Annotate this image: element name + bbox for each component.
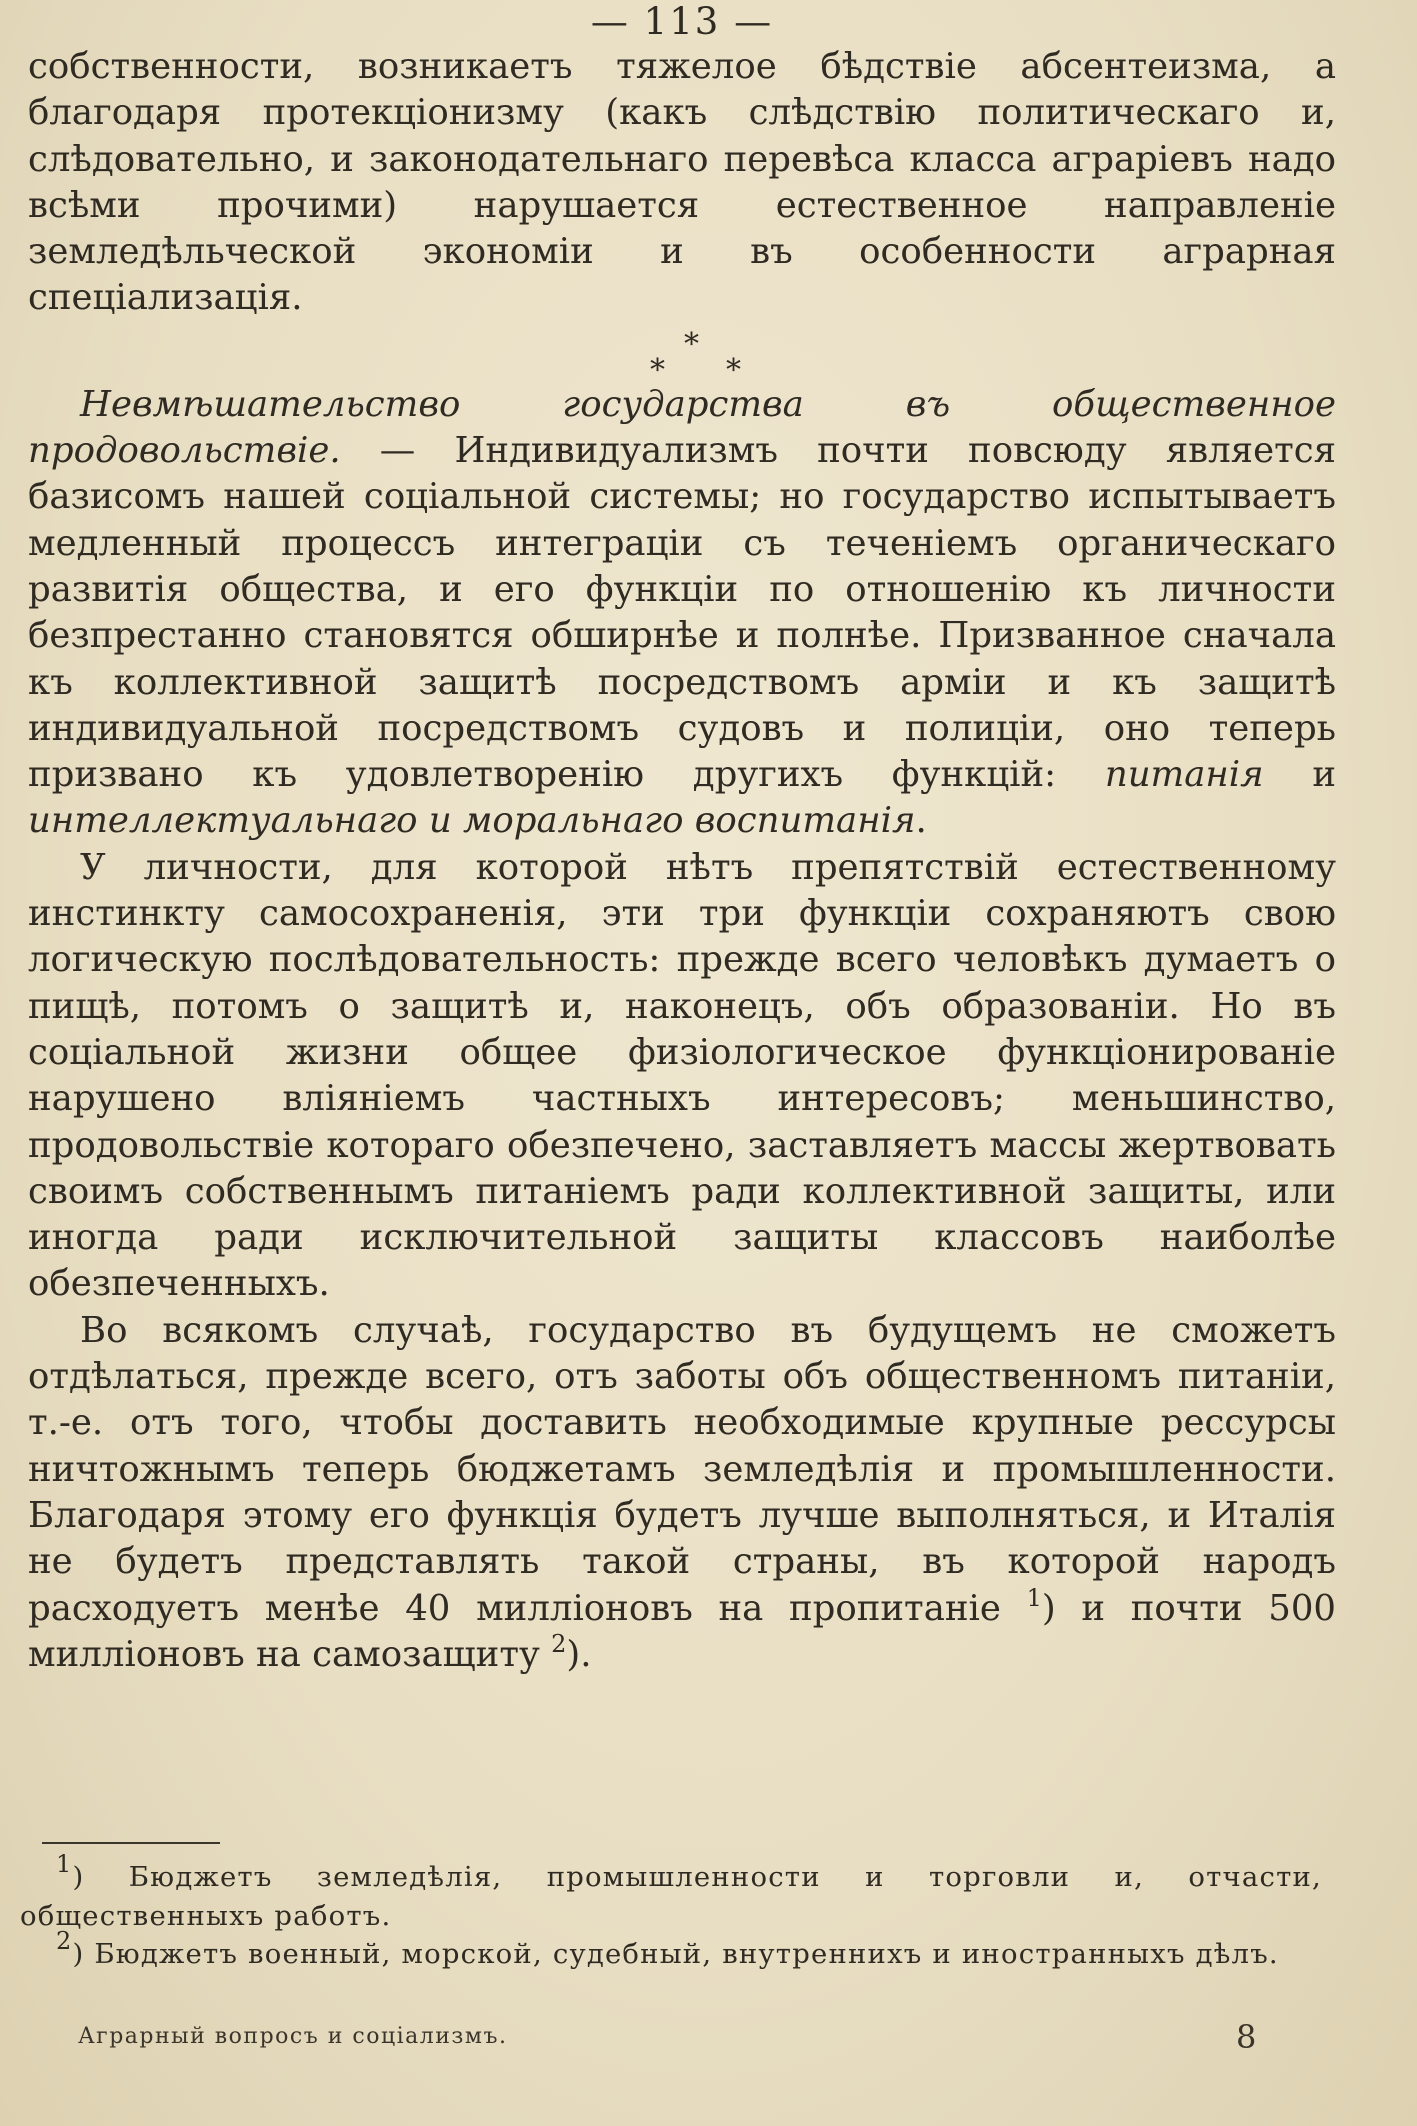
- page-number: — 113 —: [590, 0, 774, 43]
- footnote-1-text: ) Бюджетъ земледѣлія, промышленности и торговли и, отчасти, общественныхъ работъ.: [20, 1861, 1322, 1932]
- period: .: [915, 800, 927, 842]
- paragraph-self-preservation: У личности, для которой нѣтъ препятствій естественному инстинкту самосохраненія, эти три функціи сохраняютъ свою логическую послѣдовательность: прежде всего человѣкъ думаетъ о пищѣ, потомъ о защитѣ и, наконецъ, объ образованіи. Но въ соціальной жизни общее физіологическое функціонированіе нарушено вліяніемъ частныхъ интересовъ; меньшинство, продовольствіе котораго обезпечено, заставляетъ массы жертвовать своимъ собственнымъ питаніемъ ради коллективной защиты, или иногда ради исключительной защиты классовъ наиболѣе обезпеченныхъ.: [28, 846, 1336, 1305]
- paragraph-future-state-body: Во всякомъ случаѣ, государство въ будущемъ не сможетъ отдѣлаться, прежде всего, отъ заботы объ общественномъ питаніи, т.-е. отъ того, чтобы доставить необходимые крупные рессурсы ничтожнымъ теперь бюджетамъ земледѣлія и промышленности. Благодаря этому его функція будетъ лучше выполняться, и Италія не будетъ представлять такой страны, въ которой народъ расходуетъ менѣе 40 милліоновъ на пропитаніе: [28, 1309, 1336, 1629]
- asterism-star-left: *: [650, 352, 665, 388]
- footnote-2-text: ) Бюджетъ военный, морской, судебный, внутреннихъ и иностранныхъ дѣлъ.: [72, 1938, 1279, 1970]
- footnote-ref-2[interactable]: 2: [551, 1629, 567, 1658]
- footnote-1-mark: 1: [56, 1850, 73, 1878]
- asterism-star-top: *: [684, 326, 699, 362]
- asterism: [28, 322, 1336, 388]
- text-block: [28, 0, 1336, 1678]
- section-heading: Невмѣшательство государства въ общественное продовольствіе.: [28, 383, 1336, 472]
- conjunction: и: [1263, 754, 1336, 796]
- paragraph-future-state-mid: ) и почти 500 милліоновъ на самозащиту: [28, 1587, 1336, 1675]
- footnotes: [20, 1850, 1322, 1974]
- footnote-1: [20, 1850, 1322, 1935]
- signature-mark: 8: [1236, 2018, 1257, 2056]
- paragraph-continuation: собственности, возникаетъ тяжелое бѣдствіе абсентеизма, а благодаря протекціонизму (какъ слѣдствію политическаго и, слѣдовательно, и законодательнаго перевѣса класса аграріевъ надо всѣми прочими) нарушается естественное направленіе земледѣльческой экономіи и въ особенности аграрная спеціализація.: [28, 46, 1336, 319]
- paragraph-future-state-end: ).: [566, 1633, 592, 1675]
- asterism-star-right: *: [726, 352, 741, 388]
- footnote-ref-1[interactable]: 1: [1026, 1583, 1042, 1612]
- footnote-2: [20, 1927, 1322, 1974]
- emphasis-education: интеллектуальнаго и моральнаго воспитанія: [28, 800, 916, 842]
- running-footer-title: Аграрный вопросъ и соціализмъ.: [78, 2024, 508, 2049]
- footnote-divider: [42, 1842, 220, 1844]
- footnote-2-mark: 2: [56, 1927, 73, 1955]
- emphasis-nutrition: питанія: [1104, 754, 1264, 796]
- page-footer: [78, 2018, 1278, 2062]
- paragraph-nonintervention-body: — Индивидуализмъ почти повсюду является базисомъ нашей соціальной системы; но государство испытываетъ медленный процессъ интеграціи съ теченіемъ органическаго развитія общества, и его функціи по отношенію къ личности безпрестанно становятся обширнѣе и полнѣе. Призванное сначала къ коллективной защитѣ посредствомъ арміи и къ защитѣ индивидуальной посредствомъ судовъ и полиціи, оно теперь призвано къ удовлетворенію другихъ функцій:: [28, 430, 1336, 796]
- paragraph-nonintervention: [28, 382, 1336, 845]
- paragraph-future-state: [28, 1308, 1336, 1678]
